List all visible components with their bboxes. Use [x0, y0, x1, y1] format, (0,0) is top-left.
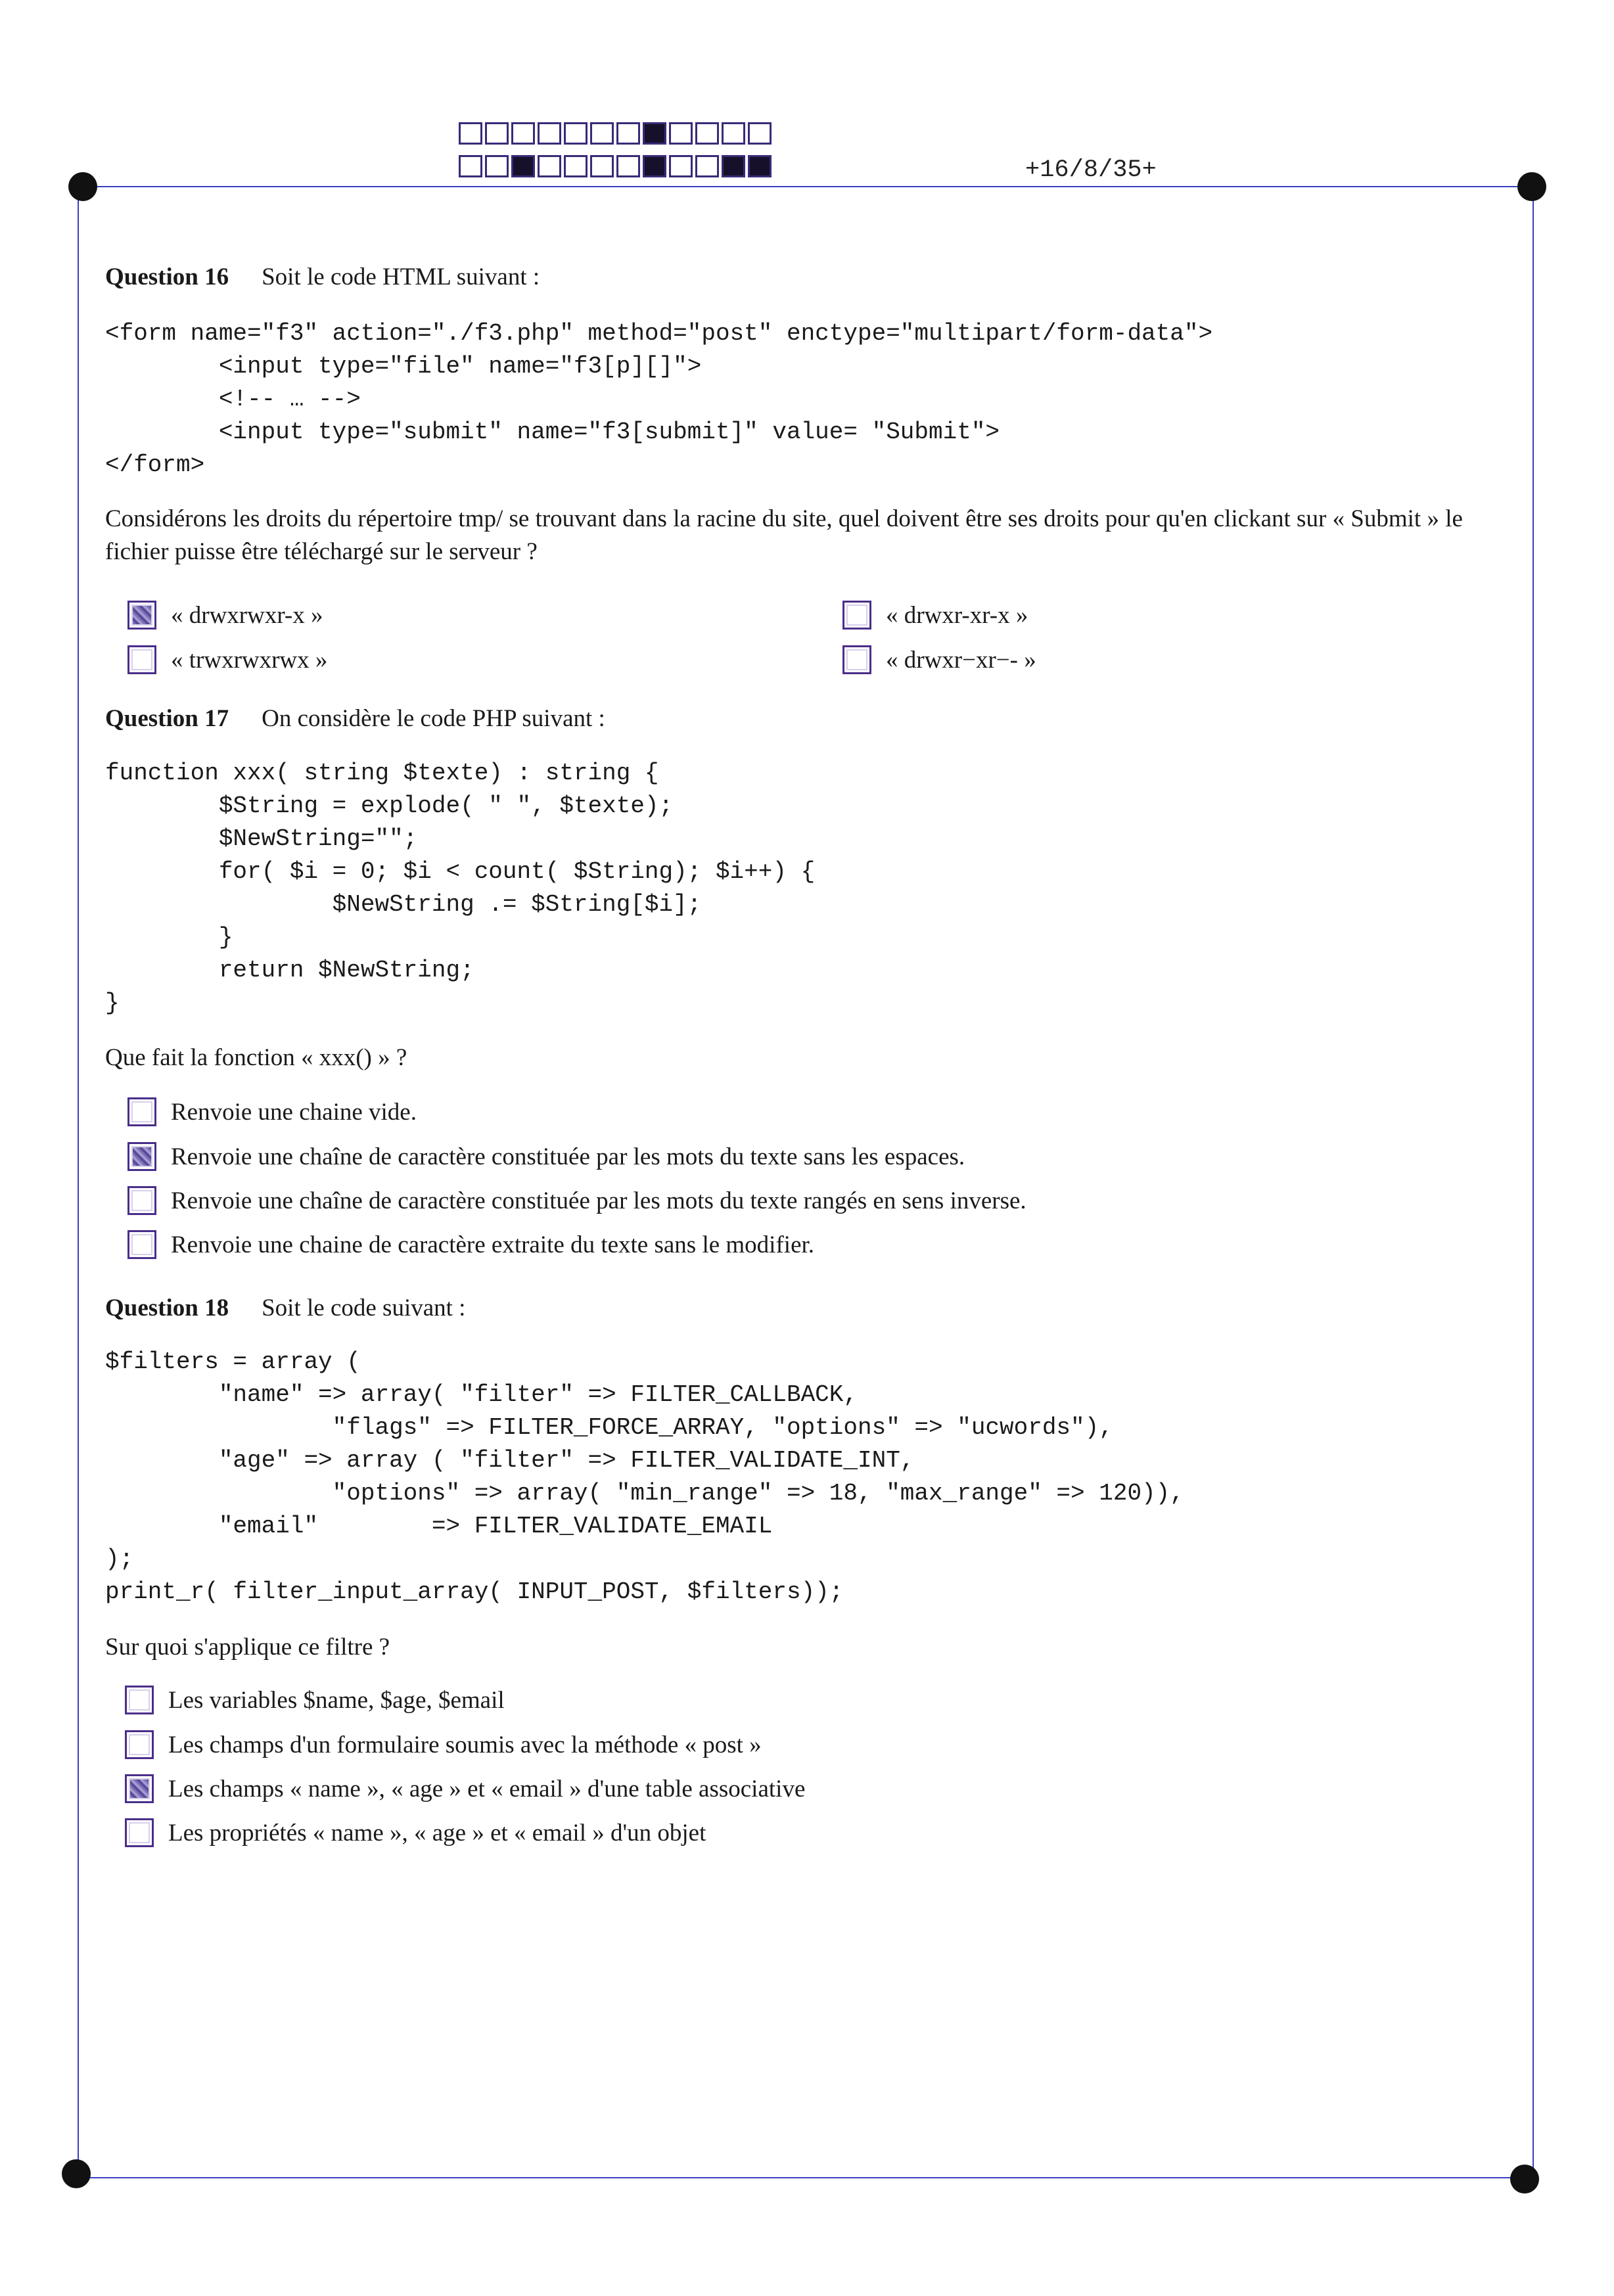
- barcode-cell: [511, 122, 535, 145]
- question-number: Question 16: [105, 264, 229, 290]
- answer-option[interactable]: [127, 1142, 965, 1171]
- barcode-cell: [459, 122, 482, 145]
- checkbox[interactable]: [127, 1097, 156, 1126]
- checkbox[interactable]: [125, 1774, 154, 1803]
- corner-mark-top-right: [1517, 172, 1546, 201]
- answer-option[interactable]: [125, 1818, 706, 1847]
- barcode-cell: [564, 155, 588, 177]
- barcode-cell: [485, 122, 509, 145]
- barcode-cell: [748, 122, 772, 145]
- answer-option[interactable]: [125, 1774, 805, 1803]
- checkbox[interactable]: [127, 601, 156, 630]
- barcode-cell: [643, 122, 666, 145]
- checkbox[interactable]: [125, 1686, 154, 1714]
- barcode-cell: [616, 122, 640, 145]
- question-16-header: [105, 263, 540, 291]
- barcode-cell: [669, 122, 693, 145]
- checkbox[interactable]: [125, 1818, 154, 1847]
- code-block-filters: $filters = array ( "name" => array( "filter" => FILTER_CALLBACK, "flags" => FILTER_FORCE_ARRAY, "options" => "ucwords"), "age" => array ( "filter" => FILTER_VALIDATE_INT, "options" => array( "min_range" => 18, "max_range" => 120)), "email" => FILTER_VALIDATE_EMAIL ); print_r( filter_input_array( INPUT_POST, $filters));: [105, 1348, 1184, 1605]
- corner-mark-bottom-right: [1510, 2165, 1539, 2193]
- barcode-cell: [748, 155, 772, 177]
- answer-label: « trwxrwxrwx »: [171, 646, 328, 674]
- checkbox[interactable]: [127, 1186, 156, 1215]
- code-block-php: function xxx( string $texte) : string { $String = explode( " ", $texte); $NewString=""; for( $i = 0; $i < count( $String); $i++) { $NewString .= $String[$i]; } return $NewString; }: [105, 760, 816, 1017]
- barcode-cell: [538, 155, 561, 177]
- question-17-header: [105, 704, 605, 733]
- barcode-cell: [538, 122, 561, 145]
- barcode-cell: [590, 155, 614, 177]
- answer-label: Renvoie une chaine vide.: [171, 1098, 417, 1126]
- answer-label: Renvoie une chaine de caractère extraite du texte sans le modifier.: [171, 1231, 815, 1258]
- question-number: Question 17: [105, 705, 229, 732]
- question-18-header: [105, 1294, 465, 1322]
- answer-option[interactable]: [125, 1686, 505, 1714]
- barcode-cell: [695, 155, 719, 177]
- answer-option[interactable]: [127, 645, 327, 674]
- answer-option[interactable]: [842, 601, 1028, 630]
- answer-option[interactable]: [125, 1730, 762, 1759]
- answer-label: Les variables $name, $age, $email: [168, 1686, 505, 1714]
- barcode-cell: [695, 122, 719, 145]
- page-code-id: +16/8/35+: [1025, 156, 1157, 184]
- barcode-cell: [722, 155, 745, 177]
- checkbox[interactable]: [842, 645, 871, 674]
- checkbox[interactable]: [842, 601, 871, 630]
- corner-mark-bottom-left: [62, 2159, 91, 2188]
- answer-label: Les champs « name », « age » et « email » d'une table associative: [168, 1775, 806, 1802]
- answer-label: « drwxrwxr-x »: [171, 601, 323, 629]
- question-number: Question 18: [105, 1295, 229, 1321]
- code-block-html: <form name="f3" action="./f3.php" method="post" enctype="multipart/form-data"> <input type="file" name="f3[p][]"> <!-- … --> <input type="submit" name="f3[submit]" value= "Submit"> </form>: [105, 320, 1213, 478]
- corner-mark-top-left: [68, 172, 97, 201]
- barcode-cell: [485, 155, 509, 177]
- answer-label: « drwxr−xr−- »: [886, 646, 1036, 674]
- barcode-cell: [511, 155, 535, 177]
- barcode-cell: [459, 155, 482, 177]
- answer-option[interactable]: [842, 645, 1036, 674]
- checkbox[interactable]: [127, 1142, 156, 1171]
- answer-label: Renvoie une chaîne de caractère constituée par les mots du texte rangés en sens inverse.: [171, 1187, 1026, 1214]
- checkbox[interactable]: [127, 645, 156, 674]
- barcode-cell: [564, 122, 588, 145]
- question-intro: Soit le code suivant :: [262, 1295, 466, 1321]
- checkbox[interactable]: [127, 1230, 156, 1259]
- question-intro: On considère le code PHP suivant :: [262, 705, 605, 732]
- barcode-cell: [616, 155, 640, 177]
- answer-option[interactable]: [127, 601, 323, 630]
- question-17-text: Que fait la fonction « xxx() » ?: [105, 1044, 407, 1071]
- question-18-text: Sur quoi s'applique ce filtre ?: [105, 1634, 390, 1661]
- checkbox[interactable]: [125, 1730, 154, 1759]
- question-16-text: Considérons les droits du répertoire tmp/ se trouvant dans la racine du site, quel doivent être ses droits pour qu'en clickant sur « Submit » le fichier puisse être téléchargé sur le serveur ?: [105, 505, 1463, 565]
- question-intro: Soit le code HTML suivant :: [262, 264, 540, 290]
- answer-label: Renvoie une chaîne de caractère constituée par les mots du texte sans les espaces.: [171, 1143, 965, 1170]
- answer-option[interactable]: [127, 1230, 814, 1259]
- barcode-cell: [722, 122, 745, 145]
- answer-label: Les champs d'un formulaire soumis avec la méthode « post »: [168, 1731, 762, 1758]
- barcode-cell: [669, 155, 693, 177]
- page-frame: [78, 186, 1534, 2178]
- answer-option[interactable]: [127, 1186, 1026, 1215]
- barcode-row-1: [459, 122, 774, 145]
- answer-label: Les propriétés « name », « age » et « email » d'un objet: [168, 1819, 706, 1847]
- barcode-row-2: [459, 155, 774, 177]
- barcode-cell: [590, 122, 614, 145]
- answer-label: « drwxr-xr-x »: [886, 601, 1028, 629]
- barcode-cell: [643, 155, 666, 177]
- answer-option[interactable]: [127, 1097, 417, 1126]
